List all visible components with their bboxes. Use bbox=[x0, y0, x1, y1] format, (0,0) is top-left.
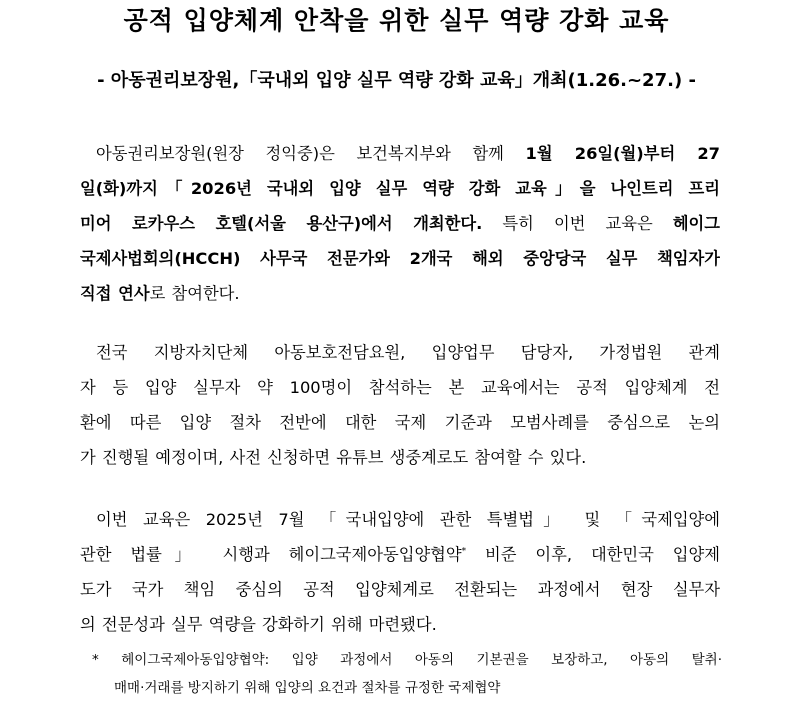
page-title: 공적 입양체계 안착을 위한 실무 역량 강화 교육 bbox=[123, 6, 670, 35]
paragraph-3-line-2: 관한 법률」 시행과 헤이그국제아동입양협약* 비준 이후, 대한민국 입양제 bbox=[80, 545, 720, 564]
footnote-line-1: * 헤이그국제아동입양협약: 입양 과정에서 아동의 기본권을 보장하고, 아동의 탈취· bbox=[92, 652, 722, 668]
paragraph-2 bbox=[80, 335, 720, 475]
paragraph-1-line-5: 직접 연사로 참여한다. bbox=[80, 284, 240, 303]
paragraph-1 bbox=[80, 136, 720, 311]
paragraph-3-line-1: 이번 교육은 2025년 7월 「국내입양에 관한 특별법」 및 「국제입양에 bbox=[96, 510, 720, 529]
footnote bbox=[92, 646, 722, 702]
paragraph-1-line-1: 아동권리보장원(원장 정익중)은 보건복지부와 함께 1월 26일(월)부터 27 bbox=[96, 144, 720, 163]
paragraph-2-line-4: 가 진행될 예정이며, 사전 신청하면 유튜브 생중계로도 참여할 수 있다. bbox=[80, 448, 587, 467]
paragraph-2-line-1: 전국 지방자치단체 아동보호전담요원, 입양업무 담당자, 가정법원 관계 bbox=[96, 343, 720, 362]
page-subtitle: - 아동권리보장원,「국내외 입양 실무 역량 강화 교육」개최(1.26.~27.) - bbox=[97, 70, 696, 91]
paragraph-2-line-3: 환에 따른 입양 절차 전반에 대한 국제 기준과 모범사례를 중심으로 논의 bbox=[80, 413, 720, 432]
paragraph-3-line-3: 도가 국가 책임 중심의 공적 입양체계로 전환되는 과정에서 현장 실무자 bbox=[80, 580, 720, 599]
paragraph-2-line-2: 자 등 입양 실무자 약 100명이 참석하는 본 교육에서는 공적 입양체계 전 bbox=[80, 378, 720, 397]
paragraph-1-line-4: 국제사법회의(HCCH) 사무국 전문가와 2개국 해외 중앙당국 실무 책임자가 bbox=[80, 249, 720, 268]
paragraph-3 bbox=[80, 502, 720, 642]
footnote-line-2: 매매·거래를 방지하기 위해 입양의 요건과 절차를 규정한 국제협약 bbox=[114, 680, 501, 696]
paragraph-1-line-2: 일(화)까지「2026년 국내외 입양 실무 역량 강화 교육」을 나인트리 프리 bbox=[80, 179, 720, 198]
paragraph-3-line-4: 의 전문성과 실무 역량을 강화하기 위해 마련됐다. bbox=[80, 615, 437, 634]
footnote-marker: * bbox=[461, 546, 467, 557]
paragraph-1-line-3: 미어 로카우스 호텔(서울 용산구)에서 개최한다. 특히 이번 교육은 헤이그 bbox=[80, 214, 720, 233]
